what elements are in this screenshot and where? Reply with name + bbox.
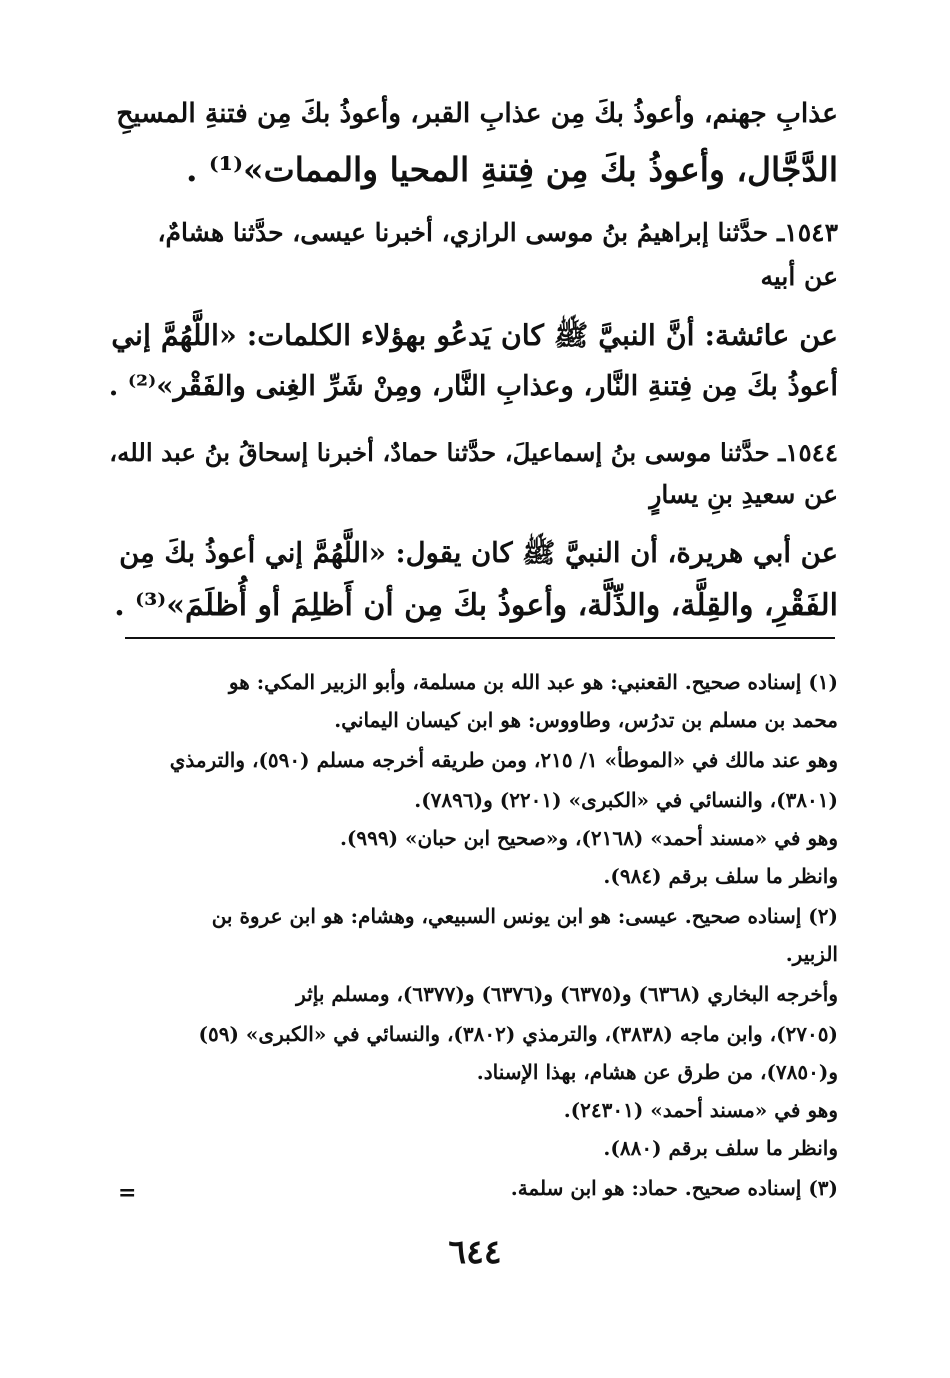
main-text-line: أعوذُ بكَ مِن فِتنةِ النَّار، وعذابِ النَّار، ومِنْ شَرِّ الغِنى والفَقْر»⁽²⁾ .	[108, 370, 838, 402]
hadith-1544-isnad: ١٥٤٤ـ حدَّثنا موسى بنُ إسماعيلَ، حدَّثنا حمادٌ، أخبرنا إسحاقُ بنُ عبد الله،	[109, 438, 838, 467]
footnote-1-cont: وهو في «مسند أحمد» (٢١٦٨)، و«صحيح ابن حبان» (٩٩٩).	[339, 826, 838, 850]
footnote-1-cont: وانظر ما سلف برقم (٩٨٤).	[603, 864, 838, 888]
hadith-1543-isnad-cont: عن أبيه	[760, 262, 838, 291]
continuation-mark: =	[118, 1180, 137, 1206]
hadith-1543-isnad: ١٥٤٣ـ حدَّثنا إبراهيمُ بنُ موسى الرازي، أخبرنا عيسى، حدَّثنا هشامٌ،	[157, 218, 838, 247]
footnote-2-cont: (٢٧٠٥)، وابن ماجه (٣٨٣٨)، والترمذي (٣٨٠٢)، والنسائي في «الكبرى» (٥٩)	[198, 1022, 838, 1046]
footnote-2-cont: وانظر ما سلف برقم (٨٨٠).	[603, 1136, 838, 1160]
footnote-1: (١) إسناده صحيح. القعنبي: هو عبد الله بن مسلمة، وأبو الزبير المكي: هو	[228, 670, 838, 694]
main-text-line: عذابِ جهنم، وأعوذُ بكَ مِن عذابِ القبر، وأعوذُ بكَ مِن فتنةِ المسيحِ	[116, 98, 838, 129]
main-text-line: الدَّجَّال، وأعوذُ بكَ مِن فِتنةِ المحيا والممات»⁽¹⁾ .	[185, 150, 838, 189]
footnote-2-cont: وهو في «مسند أحمد» (٢٤٣٠١).	[563, 1098, 838, 1122]
footnote-separator	[125, 637, 835, 639]
main-text-line: الفَقْرِ، والقِلَّة، والذِّلَّة، وأعوذُ بكَ مِن أن أَظلِمَ أو أُظلَمَ»⁽³⁾ .	[114, 588, 838, 623]
footnote-2-cont: و(٧٨٥٠)، من طرق عن هشام، بهذا الإسناد.	[476, 1060, 838, 1084]
footnote-1-cont: (٣٨٠١)، والنسائي في «الكبرى» (٢٢٠١) و(٧٨٩٦).	[414, 788, 838, 812]
footnote-1-cont: وهو عند مالك في «الموطأ» ١/ ٢١٥، ومن طريقه أخرجه مسلم (٥٩٠)، والترمذي	[169, 748, 838, 772]
footnote-3: (٣) إسناده صحيح. حماد: هو ابن سلمة.	[510, 1176, 838, 1200]
main-text-line: عن أبي هريرة، أن النبيَّ ﷺ كان يقول: «اللَّهُمَّ إني أعوذُ بكَ مِن	[119, 537, 838, 569]
page-number: ٦٤٤	[448, 1232, 502, 1271]
hadith-1544-isnad-cont: عن سعيدِ بنِ يسارٍ	[649, 480, 838, 509]
footnote-1-cont: محمد بن مسلم بن تدرُس، وطاووس: هو ابن كيسان اليماني.	[334, 708, 838, 732]
footnote-2-cont: الزبير.	[785, 942, 838, 966]
footnote-2: (٢) إسناده صحيح. عيسى: هو ابن يونس السبيعي، وهشام: هو ابن عروة بن	[211, 904, 838, 928]
footnote-2-cont: وأخرجه البخاري (٦٣٦٨) و(٦٣٧٥) و(٦٣٧٦) و(٦٣٧٧)، ومسلم بإثر	[296, 982, 838, 1006]
main-text-line: عن عائشة: أنَّ النبيَّ ﷺ كان يَدعُو بهؤلاء الكلمات: «اللَّهُمَّ إني	[111, 318, 838, 352]
